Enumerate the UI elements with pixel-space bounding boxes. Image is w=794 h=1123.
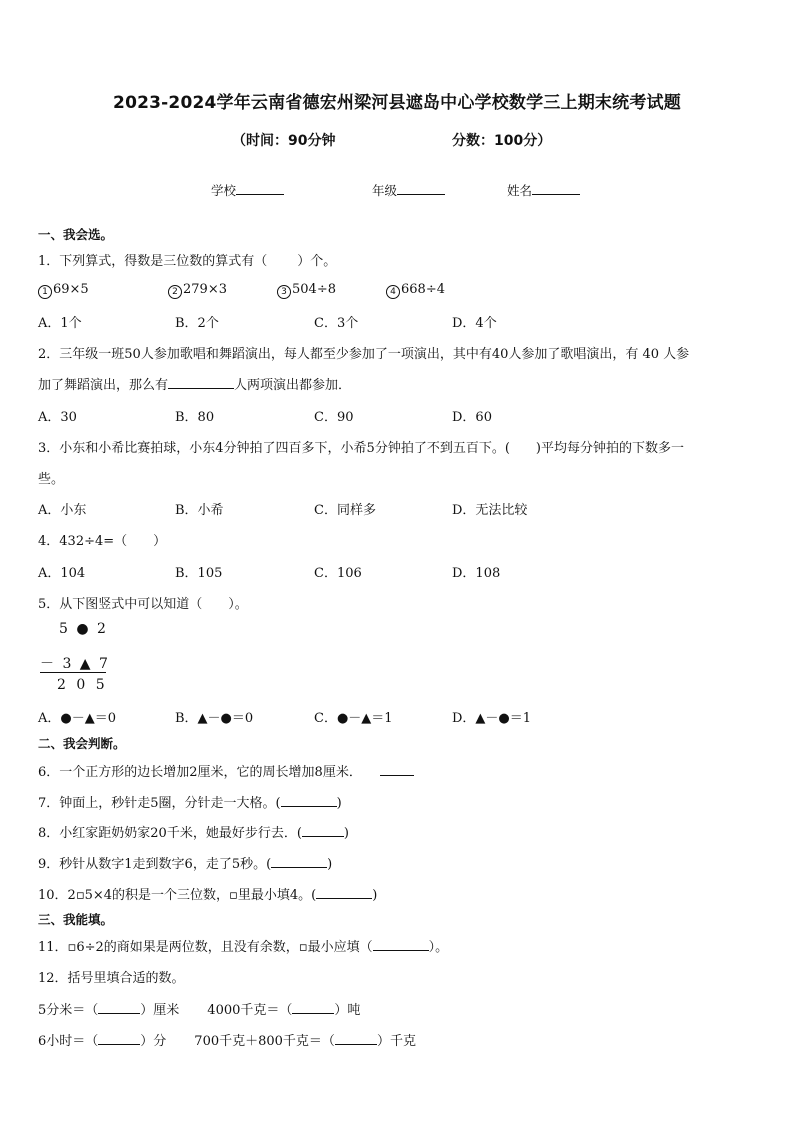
q12-r2-c: 700千克＋800千克＝（ [194,1034,335,1049]
exam-score: 分数：100分） [452,133,552,149]
q12-r1-d: ）吨 [334,1003,361,1018]
q10-paren: ) [372,888,378,903]
q3-option-c[interactable]: C．同样多 [314,503,376,518]
q3-line-2: 些。 [38,472,65,487]
q12-r1-c: 4000千克＝（ [207,1003,293,1018]
circled-number: 4 [386,285,400,299]
q5-option-d[interactable]: D．▲－●＝1 [452,711,532,726]
name-blank[interactable] [532,181,580,195]
q12-row-2 [38,1030,416,1049]
q4-option-b[interactable]: B．105 [175,566,223,581]
school-field[interactable] [211,181,284,199]
q12-r1-blank-1[interactable] [98,1001,140,1014]
q12-r2-blank-1[interactable] [98,1032,140,1045]
q2-option-d[interactable]: D．60 [452,410,492,425]
q1-item-2 [168,282,227,299]
q7-text: 7．钟面上，秒针走5圈，分针走一大格。( [38,796,281,811]
q12-r2-blank-2[interactable] [335,1032,377,1045]
q1-item-text: 668÷4 [401,282,445,297]
q10-text: 10．2▫5×4的积是一个三位数，▫里最小填4。( [38,888,317,903]
q6-answer-blank[interactable] [380,763,414,776]
q6-text: 6．一个正方形的边长增加2厘米，它的周长增加8厘米． [38,765,362,780]
q12-r1-blank-2[interactable] [292,1001,334,1014]
q5-option-b[interactable]: B．▲－●＝0 [175,711,254,726]
section-heading-judge: 二、我会判断。 [38,736,126,751]
question-10 [38,884,377,903]
q3-line-1: 3．小东和小希比赛拍球，小东4分钟拍了四百多下，小希5分钟拍了不到五百下。( )平均每分钟拍的下数多一 [38,441,684,456]
q1-option-d[interactable]: D．4个 [452,316,497,331]
question-11 [38,936,448,955]
question-9 [38,853,332,872]
q9-answer-blank[interactable] [271,855,327,868]
school-blank[interactable] [236,181,284,195]
q4-option-a[interactable]: A．104 [38,566,86,581]
q1-stem-end: ）个。 [297,254,337,269]
q4-stem: 4．432÷4=（ ） [38,534,167,549]
q8-answer-blank[interactable] [302,824,344,837]
q1-item-1 [38,282,89,299]
q2-text-end: 人两项演出都参加． [234,378,352,393]
q1-item-text: 504÷8 [292,282,336,297]
q12-row-1 [38,999,360,1018]
q12-r1-b: ）厘米 [140,1003,180,1018]
q5-option-c[interactable]: C．●－▲＝1 [314,711,393,726]
grade-blank[interactable] [397,181,445,195]
question-12: 12．括号里填合适的数。 [38,971,185,986]
q1-option-c[interactable]: C．3个 [314,316,359,331]
name-field[interactable] [507,181,580,199]
name-label: 姓名 [507,183,533,198]
q2-option-b[interactable]: B．80 [175,410,215,425]
q2-answer-blank[interactable] [168,376,234,389]
q7-paren: ) [336,796,342,811]
circled-number: 3 [277,285,291,299]
q3-option-b[interactable]: B．小希 [175,503,224,518]
vertical-calc-line [40,672,106,673]
page-title: 2023-2024学年云南省德宏州梁河县遮岛中心学校数学三上期末统考试题 [113,93,681,113]
vertical-calc-row-2: － 3 ▲ 7 [40,656,110,672]
q11-text-end: ）。 [428,940,449,955]
section-heading-choose: 一、我会选。 [38,227,114,242]
q1-item-text: 69×5 [53,282,89,297]
q2-option-c[interactable]: C．90 [314,410,354,425]
q2-line-2 [38,374,351,393]
q2-line-1: 2．三年级一班50人参加歌唱和舞蹈演出，每人都至少参加了一项演出，其中有40人参加了歌唱演出，有 40 人参 [38,347,690,362]
section-heading-fill: 三、我能填。 [38,912,114,927]
q11-text-start: 11．▫6÷2的商如果是两位数，且没有余数，▫最小应填（ [38,940,373,955]
q4-option-c[interactable]: C．106 [314,566,362,581]
q12-r2-d: ）千克 [376,1034,416,1049]
grade-field[interactable] [372,181,445,199]
q12-r1-a: 5分米＝（ [38,1003,99,1018]
q1-item-4 [386,282,445,299]
q2-text-start: 加了舞蹈演出，那么有 [38,378,169,393]
question-8 [38,822,349,841]
question-1 [38,250,336,269]
q4-option-d[interactable]: D．108 [452,566,501,581]
grade-label: 年级 [372,183,398,198]
q3-option-d[interactable]: D．无法比较 [452,503,528,518]
q1-option-b[interactable]: B．2个 [175,316,219,331]
q11-answer-blank[interactable] [373,938,429,951]
vertical-calc-row-1: 5 ● 2 [59,621,108,637]
circled-number: 2 [168,285,182,299]
q5-option-a[interactable]: A．●－▲＝0 [38,711,117,726]
q9-text: 9．秒针从数字1走到数字6，走了5秒。( [38,857,272,872]
q9-paren: ) [327,857,333,872]
q3-option-a[interactable]: A．小东 [38,503,87,518]
q12-r2-a: 6小时＝（ [38,1034,99,1049]
q12-r2-b: ）分 [140,1034,167,1049]
q1-item-text: 279×3 [183,282,227,297]
q1-stem-start: 1．下列算式，得数是三位数的算式有（ [38,254,268,269]
q10-answer-blank[interactable] [316,886,372,899]
q5-stem: 5．从下图竖式中可以知道（ ）。 [38,597,248,612]
q2-option-a[interactable]: A．30 [38,410,77,425]
q1-option-a[interactable]: A．1个 [38,316,82,331]
q8-paren: ) [343,826,349,841]
q7-answer-blank[interactable] [281,794,337,807]
question-6 [38,761,414,780]
q1-item-3 [277,282,336,299]
school-label: 学校 [211,183,237,198]
exam-time: （时间：90分钟 [232,133,336,149]
q8-text: 8．小红家距奶奶家20千米，她最好步行去．( [38,826,302,841]
circled-number: 1 [38,285,52,299]
question-7 [38,792,342,811]
vertical-calc-result: 2 0 5 [57,677,108,693]
